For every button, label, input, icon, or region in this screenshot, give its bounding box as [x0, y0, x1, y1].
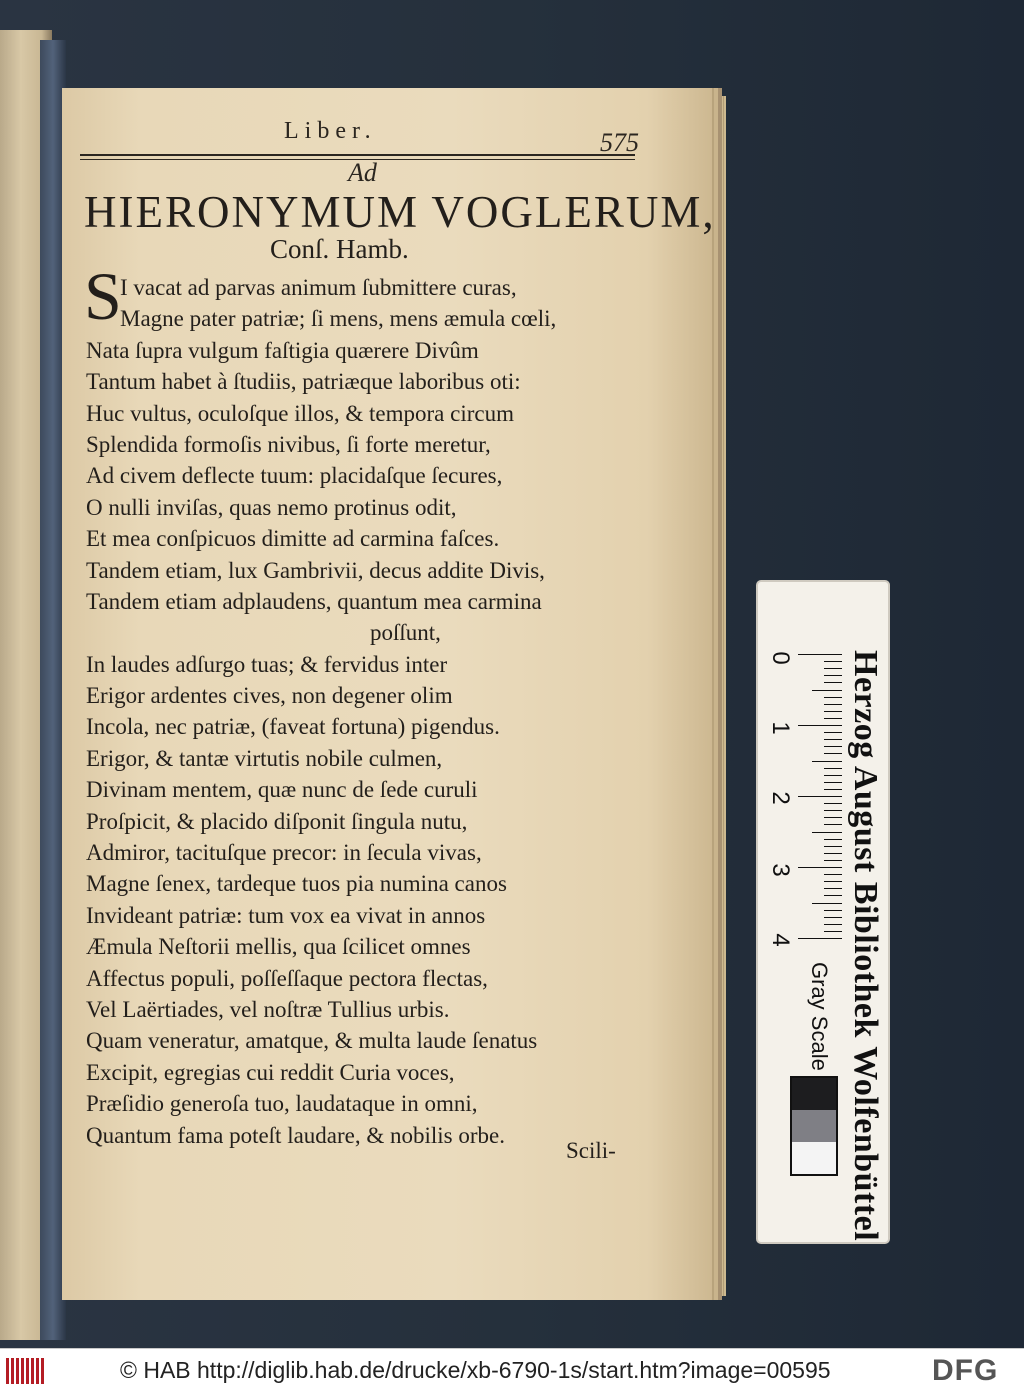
ruler-tick	[798, 867, 842, 868]
gray-scale-label: Gray Scale	[807, 962, 832, 1071]
ruler-tick	[798, 938, 842, 939]
ruler-number: 0	[767, 651, 794, 665]
verse-line: Tandem etiam, lux Gambrivii, decus addite Divis,	[86, 557, 545, 583]
ruler-tick	[824, 824, 842, 825]
gray-swatch-white	[792, 1142, 836, 1174]
ruler-tick	[824, 846, 842, 847]
ruler-tick	[824, 704, 842, 705]
verse-line: Erigor ardentes cives, non degener olim	[86, 683, 453, 709]
viewer-footer	[0, 1348, 1024, 1394]
ruler-tick	[824, 817, 842, 818]
ruler-tick	[824, 924, 842, 925]
ruler-tick	[824, 895, 842, 896]
ruler-tick	[798, 796, 842, 797]
ruler-tick	[812, 690, 842, 691]
ruler-tick	[824, 881, 842, 882]
verse-line: Admiror, tacituſque precor: in ſecula vivas,	[86, 840, 482, 866]
ruler-tick	[824, 661, 842, 662]
verse-line: Quantum fama poteſt laudare, & nobilis orbe.	[86, 1122, 505, 1148]
ruler-tick	[824, 782, 842, 783]
ruler-tick	[824, 789, 842, 790]
verse-line: Vel Laërtiades, vel noſtræ Tullius urbis.	[86, 996, 450, 1022]
hab-logo-icon	[6, 1358, 44, 1384]
title-dedication: Ad	[348, 158, 377, 187]
ruler-number: 2	[767, 791, 794, 805]
ruler-tick	[798, 654, 842, 655]
ruler-tick	[824, 910, 842, 911]
ruler-tick	[798, 725, 842, 726]
ruler-tick	[824, 931, 842, 932]
ruler-tick	[824, 810, 842, 811]
verse-line: Magne pater patriæ; ſi mens, mens æmula cœli,	[120, 306, 557, 332]
poem-text	[86, 272, 646, 1151]
verse-line: Tantum habet à ſtudiis, patriæque laboribus oti:	[86, 369, 521, 395]
verse-line: Splendida formoſis nivibus, ſi forte meretur,	[86, 431, 491, 457]
verse-line: O nulli inviſas, quas nemo protinus odit,	[86, 494, 457, 520]
ruler-tick	[824, 718, 842, 719]
verse-line: Et mea conſpicuos dimitte ad carmina faſces.	[86, 526, 500, 552]
ruler-number: 4	[767, 933, 794, 947]
ruler-tick	[824, 675, 842, 676]
drop-cap: S	[84, 258, 122, 334]
ruler-tick	[812, 903, 842, 904]
verse-line: Magne ſenex, tardeque tuos pia numina canos	[86, 871, 507, 897]
verse-line: Huc vultus, oculoſque illos, & tempora circum	[86, 400, 514, 426]
ruler-tick	[824, 682, 842, 683]
verse-line: Invideant patriæ: tum vox ea vivat in annos	[86, 902, 486, 928]
running-head: Liber.	[284, 118, 377, 144]
ruler-number: 1	[767, 721, 794, 735]
verse-line: Nata ſupra vulgum faſtigia quærere Divûm	[86, 337, 479, 363]
ruler-institution-label: Herzog August Bibliothek Wolfenbüttel	[847, 650, 884, 1242]
verse-line: In laudes adſurgo tuas; & fervidus inter	[86, 651, 448, 677]
verse-line: I vacat ad parvas animum ſubmittere curas,	[120, 275, 517, 300]
verse-line: Divinam mentem, quæ nunc de ſede curuli	[86, 777, 478, 803]
catchword: Scili-	[566, 1138, 616, 1163]
ruler-tick	[824, 888, 842, 889]
verse-line: Affectus populi, poſſeſſaque pectora flectas,	[86, 965, 488, 991]
gray-swatch-mid	[792, 1110, 836, 1142]
verse-line: Excipit, egregias cui reddit Curia voces,	[86, 1059, 455, 1085]
verse-line: Proſpicit, & placido diſponit ſingula nutu,	[86, 808, 468, 834]
verse-line: Tandem etiam adplaudens, quantum mea carmina	[86, 588, 542, 614]
ruler-tick	[824, 746, 842, 747]
ruler-tick	[824, 775, 842, 776]
poem-title: HIERONYMUM VOGLERUM,	[84, 187, 716, 237]
ruler-tick	[824, 839, 842, 840]
verse-line: Præſidio generoſa tuo, laudataque in omni,	[86, 1091, 478, 1117]
dfg-logo: DFG	[932, 1354, 999, 1387]
verse-line: Erigor, & tantæ virtutis nobile culmen,	[86, 745, 443, 771]
ruler-tick	[824, 860, 842, 861]
ruler-tick	[824, 732, 842, 733]
ruler-tick	[824, 917, 842, 918]
ruler-tick	[824, 853, 842, 854]
gray-scale-swatches	[790, 1076, 838, 1176]
gray-swatch-black	[792, 1078, 836, 1110]
page-number: 575	[600, 128, 639, 157]
ruler-tick	[824, 711, 842, 712]
verse-line: poſſunt,	[370, 620, 441, 646]
ruler-tick	[824, 668, 842, 669]
footer-citation-link[interactable]: © HAB http://diglib.hab.de/drucke/xb-6790-1s/start.htm?image=00595	[120, 1357, 831, 1383]
ruler-tick	[824, 768, 842, 769]
ruler-tick	[812, 761, 842, 762]
ruler-tick	[824, 739, 842, 740]
verse-line: Ad civem deflecte tuum: placidaſque ſecures,	[86, 463, 503, 489]
ruler-tick	[812, 832, 842, 833]
poem-subtitle: Conſ. Hamb.	[270, 234, 409, 264]
ruler-tick	[824, 753, 842, 754]
verse-line: Æmula Neſtorii mellis, qua ſcilicet omnes	[86, 934, 471, 960]
ruler-tick	[824, 803, 842, 804]
ruler-tick	[824, 874, 842, 875]
verse-line: Incola, nec patriæ, (faveat fortuna) pigendus.	[86, 714, 500, 740]
verse-line: Quam veneratur, amatque, & multa laude ſenatus	[86, 1028, 538, 1054]
ruler-tick	[824, 697, 842, 698]
ruler-number: 3	[767, 863, 794, 877]
